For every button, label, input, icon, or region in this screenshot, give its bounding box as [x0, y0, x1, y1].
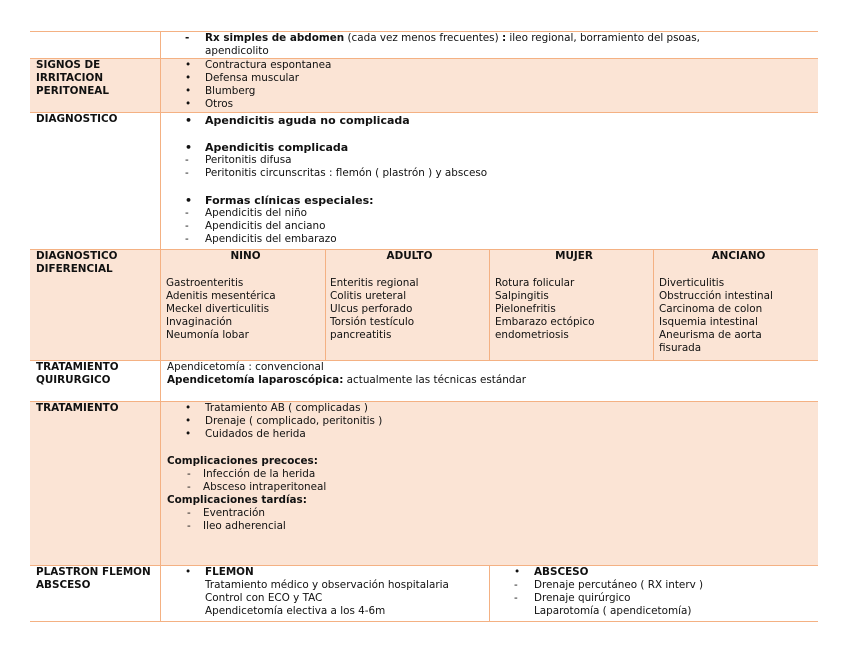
list-item: endometriosis — [495, 329, 569, 341]
list-item: - Apendicitis del anciano — [185, 220, 326, 232]
rx-colon: : — [501, 32, 507, 44]
list-item: Pielonefritis — [495, 303, 556, 315]
list-item: fisurada — [659, 342, 702, 354]
list-item: - Peritonitis circunscritas : flemón ( plastrón ) y absceso — [185, 167, 488, 179]
rx-rest: (cada vez menos frecuentes) — [344, 32, 502, 44]
absceso-block — [490, 566, 818, 621]
column-header: MUJER — [555, 250, 593, 262]
list-item: • Otros — [185, 98, 234, 110]
list-item: - Drenaje percutáneo ( RX interv ) — [514, 579, 704, 591]
precoces-title: Complicaciones precoces: — [167, 455, 318, 467]
rx-item — [165, 32, 818, 58]
list-item: - Apendicitis del niño — [185, 207, 308, 219]
diagnostico-label: DIAGNOSTICO — [36, 113, 118, 125]
tardias-title: Complicaciones tardías: — [167, 494, 307, 506]
list-item: Salpingitis — [495, 290, 549, 302]
rx-line2: apendicolito — [205, 45, 269, 57]
row-divider — [160, 250, 161, 361]
list-item: - Peritonitis difusa — [185, 154, 292, 166]
list-item: Aneurisma de aorta — [659, 329, 762, 341]
signos-list — [165, 59, 818, 111]
diagnostico-heading: • Formas clínicas especiales: — [185, 194, 374, 207]
column-header: ANCIANO — [711, 250, 766, 262]
column-divider — [653, 250, 654, 361]
signos-row — [30, 58, 818, 113]
list-item: pancreatitis — [330, 329, 392, 341]
signos-label: SIGNOS DE IRRITACION PERITONEAL — [36, 59, 109, 97]
rx-bold: Rx simples de abdomen — [205, 32, 345, 44]
list-item: • Drenaje ( complicado, peritonitis ) — [185, 415, 383, 427]
list-item: Obstrucción intestinal — [659, 290, 773, 302]
column-header: ADULTO — [386, 250, 433, 262]
diagnostico-heading: • Apendicitis complicada — [185, 141, 349, 154]
tratamiento-content — [165, 402, 818, 533]
row-divider — [160, 59, 161, 113]
column-header: NINO — [230, 250, 261, 262]
list-item: Tratamiento médico y observación hospitalaria — [205, 579, 449, 591]
tratamiento-label: TRATAMIENTO — [36, 402, 119, 414]
list-item: Ulcus perforado — [330, 303, 413, 315]
list-item: Enteritis regional — [330, 277, 419, 289]
column-nino — [166, 250, 325, 361]
row-divider — [160, 566, 161, 621]
list-item: • Tratamiento AB ( complicadas ) — [185, 402, 368, 414]
quirurgico-content — [167, 361, 818, 387]
list-item: - Ileo adherencial — [187, 520, 286, 532]
list-item: - Absceso intraperitoneal — [187, 481, 327, 493]
list-item: Diverticulitis — [659, 277, 725, 289]
list-item: • Cuidados de herida — [185, 428, 306, 440]
rx-content — [165, 32, 818, 58]
plastron-label: PLASTRON FLEMON ABSCESO — [36, 566, 151, 591]
rx-row — [30, 31, 818, 59]
list-item: Carcinoma de colon — [659, 303, 763, 315]
absceso-title: • ABSCESO — [514, 566, 589, 578]
list-item: Neumonía lobar — [166, 329, 249, 341]
list-item: - Apendicitis del embarazo — [185, 233, 337, 245]
quirurgico-line2: Apendicetomía laparoscópica: actualmente las técnicas estándar — [167, 374, 527, 386]
flemon-title: • FLEMON — [185, 566, 254, 578]
list-item: Invaginación — [166, 316, 233, 328]
quirurgico-row — [30, 360, 818, 402]
diagnostico-content — [165, 114, 818, 246]
column-adulto — [330, 250, 489, 361]
diagnostico-heading: • Apendicitis aguda no complicada — [185, 114, 410, 127]
list-item: Control con ECO y TAC — [205, 592, 323, 604]
row-divider — [160, 113, 161, 250]
flemon-block — [165, 566, 489, 621]
column-divider — [489, 250, 490, 361]
tratamiento-row — [30, 401, 818, 566]
diagnostico-row — [30, 112, 818, 250]
list-item: Apendicetomía electiva a los 4-6m — [205, 605, 386, 617]
list-item: Adenitis mesentérica — [166, 290, 276, 302]
row-divider — [160, 402, 161, 566]
plastron-row — [30, 565, 818, 622]
list-item: • Blumberg — [185, 85, 256, 97]
list-item: Meckel diverticulitis — [166, 303, 270, 315]
column-anciano — [659, 250, 818, 361]
row-divider — [160, 32, 161, 59]
list-item: - Eventración — [187, 507, 265, 519]
rx-desc: ileo regional, borramiento del psoas, — [506, 32, 700, 44]
list-item: Laparotomía ( apendicetomía) — [534, 605, 692, 617]
list-item: Colitis ureteral — [330, 290, 407, 302]
list-item: Embarazo ectópico — [495, 316, 595, 328]
list-item: Isquemia intestinal — [659, 316, 758, 328]
list-item: • Contractura espontanea — [185, 59, 332, 71]
list-item: • Defensa muscular — [185, 72, 300, 84]
quirurgico-label: TRATAMIENTO QUIRURGICO — [36, 361, 119, 386]
dash-bullet: - — [185, 32, 190, 44]
diferencial-label: DIAGNOSTICO DIFERENCIAL — [36, 250, 118, 275]
column-mujer — [495, 250, 653, 361]
row-divider — [160, 361, 161, 402]
list-item: Gastroenteritis — [166, 277, 244, 289]
list-item: - Drenaje quirúrgico — [514, 592, 631, 604]
quirurgico-line1: Apendicetomía : convencional — [167, 361, 324, 373]
list-item: - Infección de la herida — [187, 468, 316, 480]
diferencial-row — [30, 249, 818, 361]
list-item: Rotura folicular — [495, 277, 575, 289]
column-divider — [325, 250, 326, 361]
list-item: Torsión testículo — [330, 316, 415, 328]
